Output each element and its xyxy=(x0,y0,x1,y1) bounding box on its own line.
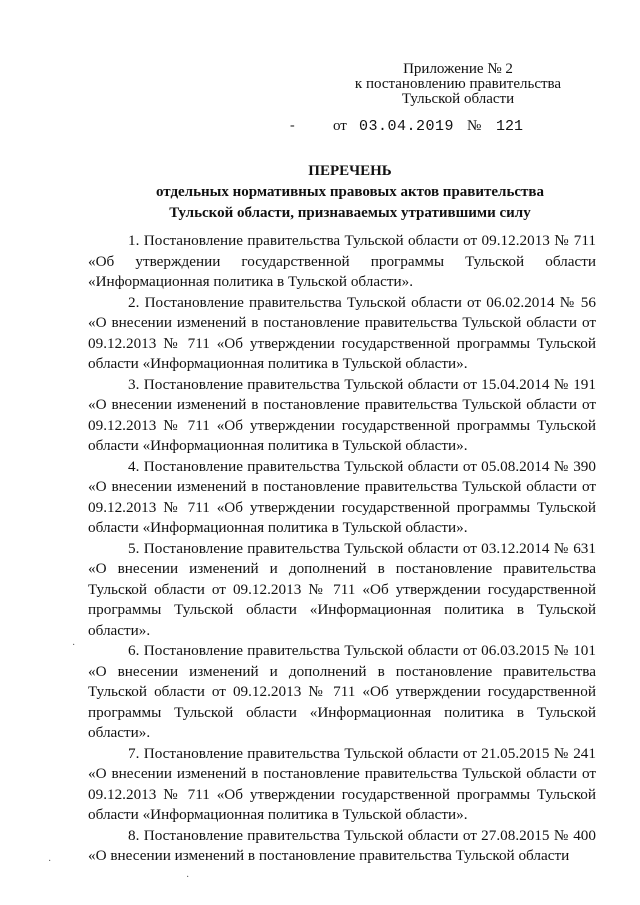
date-prefix: от xyxy=(333,118,347,134)
title-line-3: Тульской области, признаваемых утратившими силу xyxy=(169,205,531,221)
list-item-4: 4. Постановление правительства Тульской области от 05.08.2014 № 390 «О внесении изменений в постановление правительства Тульской области от 09.12.2013 № 711 «Об утверждении государственной программы Тульской области «Информационная политика в Тульской области». xyxy=(88,457,596,536)
document-date: 03.04.2019 xyxy=(359,118,455,135)
scan-speck: · xyxy=(72,640,76,651)
list-item-3: 3. Постановление правительства Тульской области от 15.04.2014 № 191 «О внесении изменений в постановление правительства Тульской области от 09.12.2013 № 711 «Об утверждении государственной программы Тульской области «Информационная политика в Тульской области». xyxy=(88,375,596,454)
annex-line-2: к постановлению правительства xyxy=(354,76,562,92)
list-item-7: 7. Постановление правительства Тульской области от 21.05.2015 № 241 «О внесении изменений в постановление правительства Тульской области от 09.12.2013 № 711 «Об утверждении государственной программы Тульской области «Информационная политика в Тульской области». xyxy=(88,744,596,823)
list-item-1: 1. Постановление правительства Тульской области от 09.12.2013 № 711 «Об утверждении государственной программы Тульской области «Информационная политика в Тульской области». xyxy=(88,232,596,290)
title-line-1: ПЕРЕЧЕНЬ xyxy=(308,163,392,179)
title-line-2: отдельных нормативных правовых актов правительства xyxy=(155,184,545,200)
list-item-8: 8. Постановление правительства Тульской области от 27.08.2015 № 400 «О внесении изменений в постановление правительства Тульской области xyxy=(88,826,596,864)
document-number: 121 xyxy=(496,118,524,135)
number-sign: № xyxy=(467,118,482,134)
scan-speck: · xyxy=(186,872,190,883)
annex-line-3: Тульской области xyxy=(401,91,515,107)
document-title xyxy=(90,161,610,224)
list-item-6: 6. Постановление правительства Тульской области от 06.03.2015 № 101 «О внесении изменений и дополнений в постановление правительства Тульской области от 09.12.2013 № 711 «Об утверждении государственной программы Тульской области «Информационная политика в Тульской области». xyxy=(88,642,596,741)
annex-line-1: Приложение № 2 xyxy=(403,61,513,77)
list-item-2: 2. Постановление правительства Тульской области от 06.02.2014 № 56 «О внесении изменений в постановление правительства Тульской области от 09.12.2013 № 711 «Об утверждении государственной программы Тульской области «Информационная политика в Тульской области». xyxy=(88,293,596,372)
list-item-5: 5. Постановление правительства Тульской области от 03.12.2014 № 631 «О внесении изменений и дополнений в постановление правительства Тульской области от 09.12.2013 № 711 «Об утверждении государственной программы Тульской области «Информационная политика в Тульской области». xyxy=(88,539,596,639)
scan-speck: · xyxy=(48,856,52,867)
acts-list xyxy=(88,231,596,867)
annex-header xyxy=(330,62,586,107)
signature-dash: - xyxy=(290,118,295,133)
